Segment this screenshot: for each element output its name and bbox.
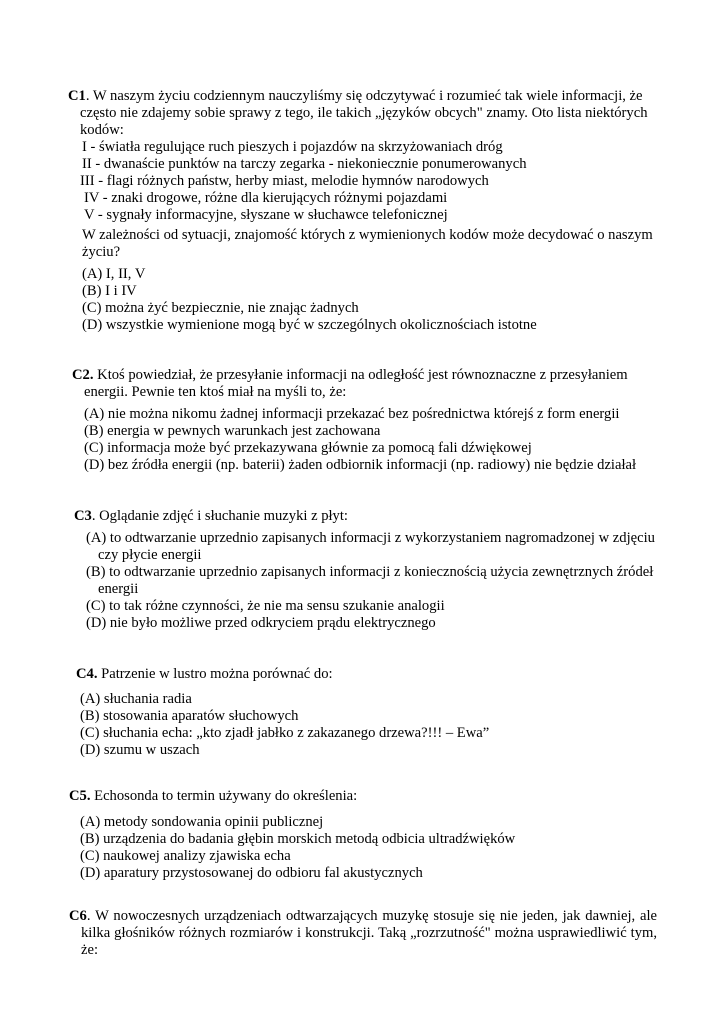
question-stem-line: C6. W nowoczesnych urządzeniach odtwarzających muzykę stosuje się nie jeden, jak dawniej, ale xyxy=(69,908,657,924)
answer-option: (A) to odtwarzanie uprzednio zapisanych informacji z wykorzystaniem nagromadzonej w zdjęciu xyxy=(86,530,655,546)
question-stem-line: że: xyxy=(81,942,99,958)
answer-option: (C) to tak różne czynności, że nie ma sensu szukanie analogii xyxy=(86,598,445,614)
question-text-line: W zależności od sytuacji, znajomość których z wymienionych kodów może decydować o naszym xyxy=(82,227,653,243)
question-number: C6 xyxy=(69,908,87,924)
question-stem-line: kodów: xyxy=(80,122,124,138)
question-stem-line: C2. Ktoś powiedział, że przesyłanie informacji na odległość jest równoznaczne z przesyłaniem xyxy=(72,367,628,383)
code-item: I - światła regulujące ruch pieszych i pojazdów na skrzyżowaniach dróg xyxy=(82,139,503,155)
answer-option: (A) nie można nikomu żadnej informacji przekazać bez pośrednictwa którejś z form energii xyxy=(84,406,620,422)
question-stem-line: C4. Patrzenie w lustro można porównać do: xyxy=(76,666,333,682)
answer-option: (B) urządzenia do badania głębin morskich metodą odbicia ultradźwięków xyxy=(80,831,516,847)
answer-option: (C) informacja może być przekazywana głównie za pomocą fali dźwiękowej xyxy=(84,440,532,456)
question-stem-line: kilka głośników różnych rozmiarów i konstrukcji. Taką „rozrzutność" można usprawiedliwić tym, xyxy=(81,925,657,941)
question-number: C3 xyxy=(74,508,92,524)
answer-option: (C) naukowej analizy zjawiska echa xyxy=(80,848,291,864)
question-c4 xyxy=(76,666,676,759)
answer-option-continuation: czy płycie energii xyxy=(98,547,202,563)
answer-option: (A) metody sondowania opinii publicznej xyxy=(80,814,324,830)
answer-option: (B) to odtwarzanie uprzednio zapisanych informacji z koniecznością użycia zewnętrznych źródeł xyxy=(86,564,654,580)
question-c6 xyxy=(69,908,657,959)
question-c1 xyxy=(68,88,668,334)
answer-option: (B) stosowania aparatów słuchowych xyxy=(80,708,299,724)
code-item: II - dwanaście punktów na tarczy zegarka - niekoniecznie ponumerowanych xyxy=(82,156,527,172)
question-number: C4. xyxy=(76,666,98,682)
question-stem-line: C1. W naszym życiu codziennym nauczyliśmy się odczytywać i rozumieć tak wiele informacji, że xyxy=(68,88,643,104)
answer-option: (D) wszystkie wymienione mogą być w szczególnych okolicznościach istotne xyxy=(82,317,537,333)
code-item: IV - znaki drogowe, różne dla kierujących różnymi pojazdami xyxy=(84,190,448,206)
code-item: III - flagi różnych państw, herby miast, melodie hymnów narodowych xyxy=(80,173,489,189)
question-number: C1 xyxy=(68,88,86,104)
answer-option: (B) I i IV xyxy=(82,283,137,299)
question-stem-line: często nie zdajemy sobie sprawy z tego, ile takich „języków obcych" znamy. Oto lista niektórych xyxy=(80,105,648,121)
question-c5 xyxy=(69,788,669,882)
answer-option: (C) słuchania echa: „kto zjadł jabłko z zakazanego drzewa?!!! – Ewa” xyxy=(80,725,490,741)
question-number: C5. xyxy=(69,788,91,804)
question-stem-line: C5. Echosonda to termin używany do określenia: xyxy=(69,788,358,804)
question-number: C2. xyxy=(72,367,94,383)
answer-option: (A) I, II, V xyxy=(82,266,146,282)
answer-option: (C) można żyć bezpiecznie, nie znając żadnych xyxy=(82,300,359,316)
answer-option-continuation: energii xyxy=(98,581,139,597)
answer-option: (A) słuchania radia xyxy=(80,691,192,707)
answer-option: (D) aparatury przystosowanej do odbioru fal akustycznych xyxy=(80,865,423,881)
answer-option: (D) nie było możliwe przed odkryciem prądu elektrycznego xyxy=(86,615,436,631)
answer-option: (B) energia w pewnych warunkach jest zachowana xyxy=(84,423,381,439)
question-c2 xyxy=(72,367,672,474)
code-item: V - sygnały informacyjne, słyszane w słuchawce telefonicznej xyxy=(84,207,448,223)
answer-option: (D) szumu w uszach xyxy=(80,742,200,758)
question-stem-line: energii. Pewnie ten ktoś miał na myśli to, że: xyxy=(84,384,347,400)
question-c3 xyxy=(74,508,674,632)
question-stem-line: C3. Oglądanie zdjęć i słuchanie muzyki z płyt: xyxy=(74,508,348,524)
question-text-line: życiu? xyxy=(82,244,121,260)
answer-option: (D) bez źródła energii (np. baterii) żaden odbiornik informacji (np. radiowy) nie będzie działał xyxy=(84,457,637,473)
